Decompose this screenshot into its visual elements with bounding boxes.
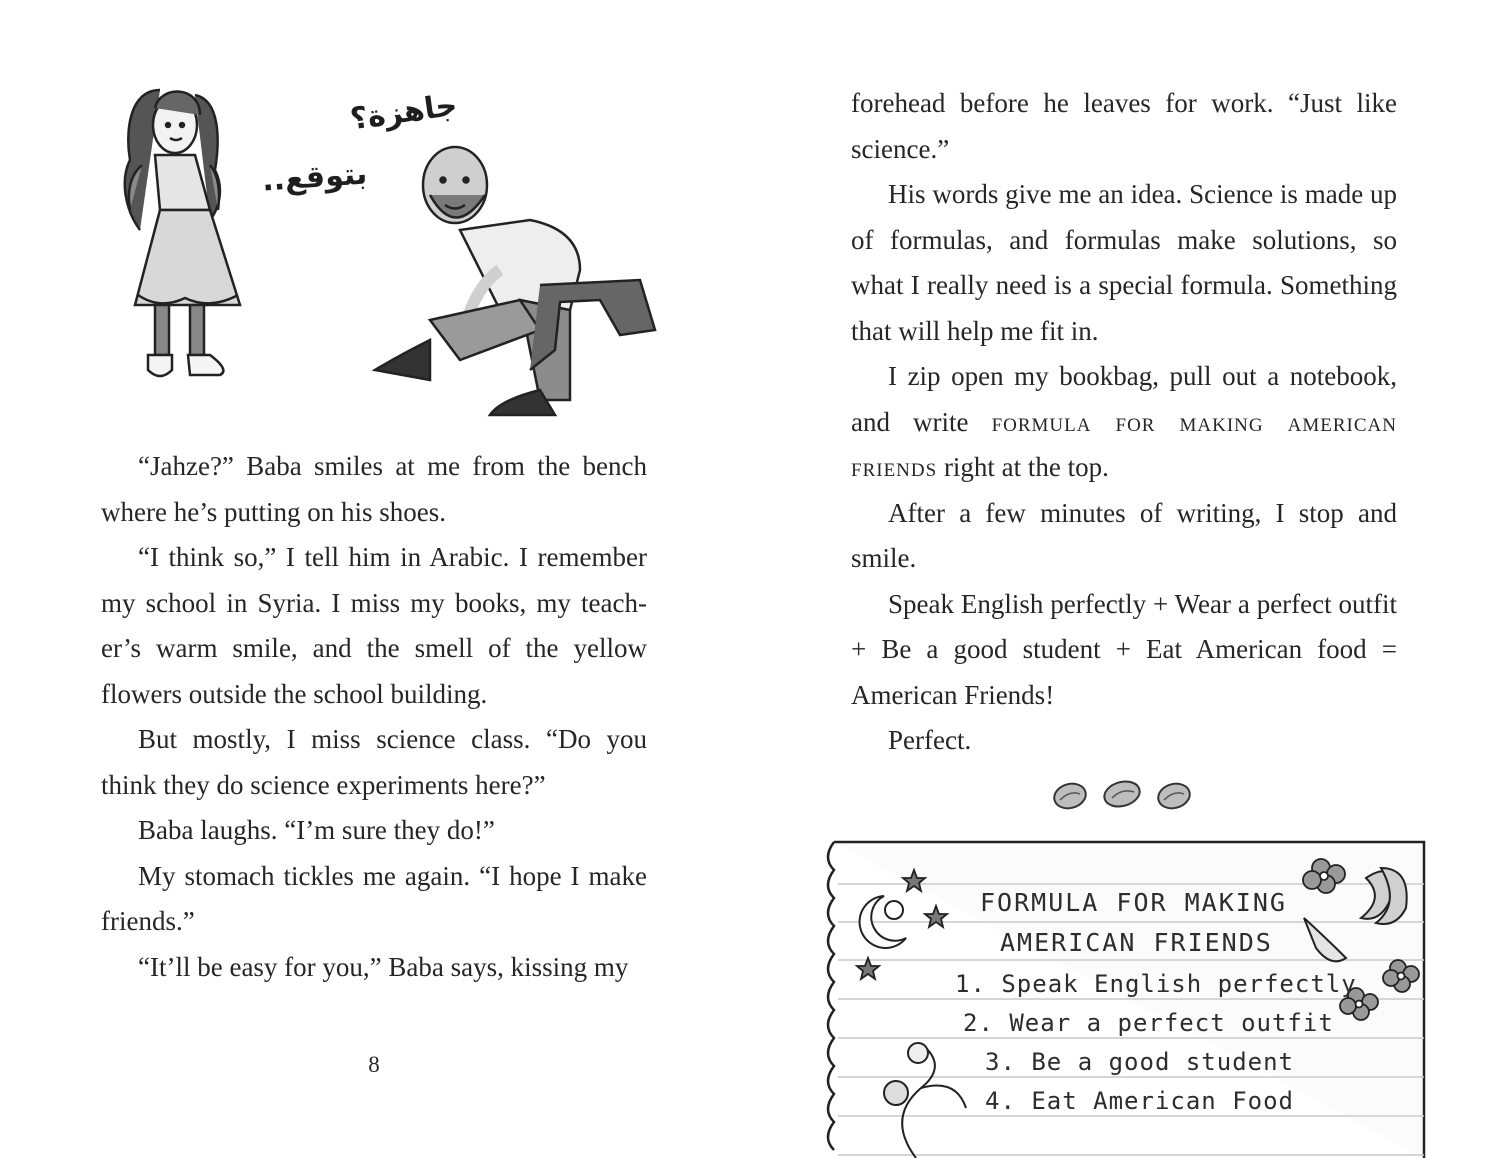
paragraph-text: I zip open my bookbag, pull out a notebook, and write [851,361,1397,437]
paragraph: “Jahze?” Baba smiles at me from the bench where he’s putting on his shoes. [101,451,647,527]
paragraph: Baba laughs. “I’m sure they do!” [138,815,495,845]
left-page-text [101,444,647,990]
notebook-item: 3. Be a good student [985,1048,1294,1076]
right-page-text [851,81,1397,764]
left-page [0,0,750,1148]
notebook-title-line1: FORMULA FOR MAKING [980,888,1287,917]
paragraph: But mostly, I miss science class. “Do you think they do science experiments here?” [101,724,647,800]
paragraph: My stomach tickles me again. “I hope I make friends.” [101,860,647,936]
paragraph-text: right at the top. [937,452,1109,482]
paragraph [851,354,1397,491]
father-figure [375,147,655,415]
paragraph: His words give me an idea. Science is made up of formulas, and formulas make solutions, so what I really need is a special formula. Something that will help me fit in. [851,179,1397,346]
speech-bubble-jahze: جاهزة؟ [348,87,460,138]
section-break-ornament [1050,776,1210,816]
formula-title-smallcaps: formula for making american friends [851,406,1398,482]
paragraph: Speak English perfectly + Wear a perfect outfit + Be a good student + Eat American food = American Friends! [851,588,1397,710]
page-number: 8 [368,1052,380,1077]
paragraph: “It’ll be easy for you,” Baba says, kissing my [138,951,629,982]
paragraph: After a few minutes of writing, I stop and smile. [851,497,1397,573]
paragraph: “I think so,” I tell him in Arabic. I remember my school in Syria. I miss my books, my teach-er’s warm smile, and the smell of the yellow flowers outside the school building. [101,542,647,709]
notebook-title-line2: AMERICAN FRIENDS [1000,928,1273,957]
notebook-item: 2. Wear a perfect outfit [963,1009,1334,1037]
vine-doodle [884,1043,966,1158]
right-page [750,0,1500,1148]
notebook-item: 1. Speak English perfectly [955,970,1357,998]
speech-bubble-btwaqqa: بتوقع.. [260,156,369,199]
paragraph: forehead before he leaves for work. “Just like science.” [851,88,1397,164]
notebook-item: 4. Eat American Food [985,1087,1294,1115]
paragraph: Perfect. [888,725,972,755]
girl-figure [125,90,240,376]
